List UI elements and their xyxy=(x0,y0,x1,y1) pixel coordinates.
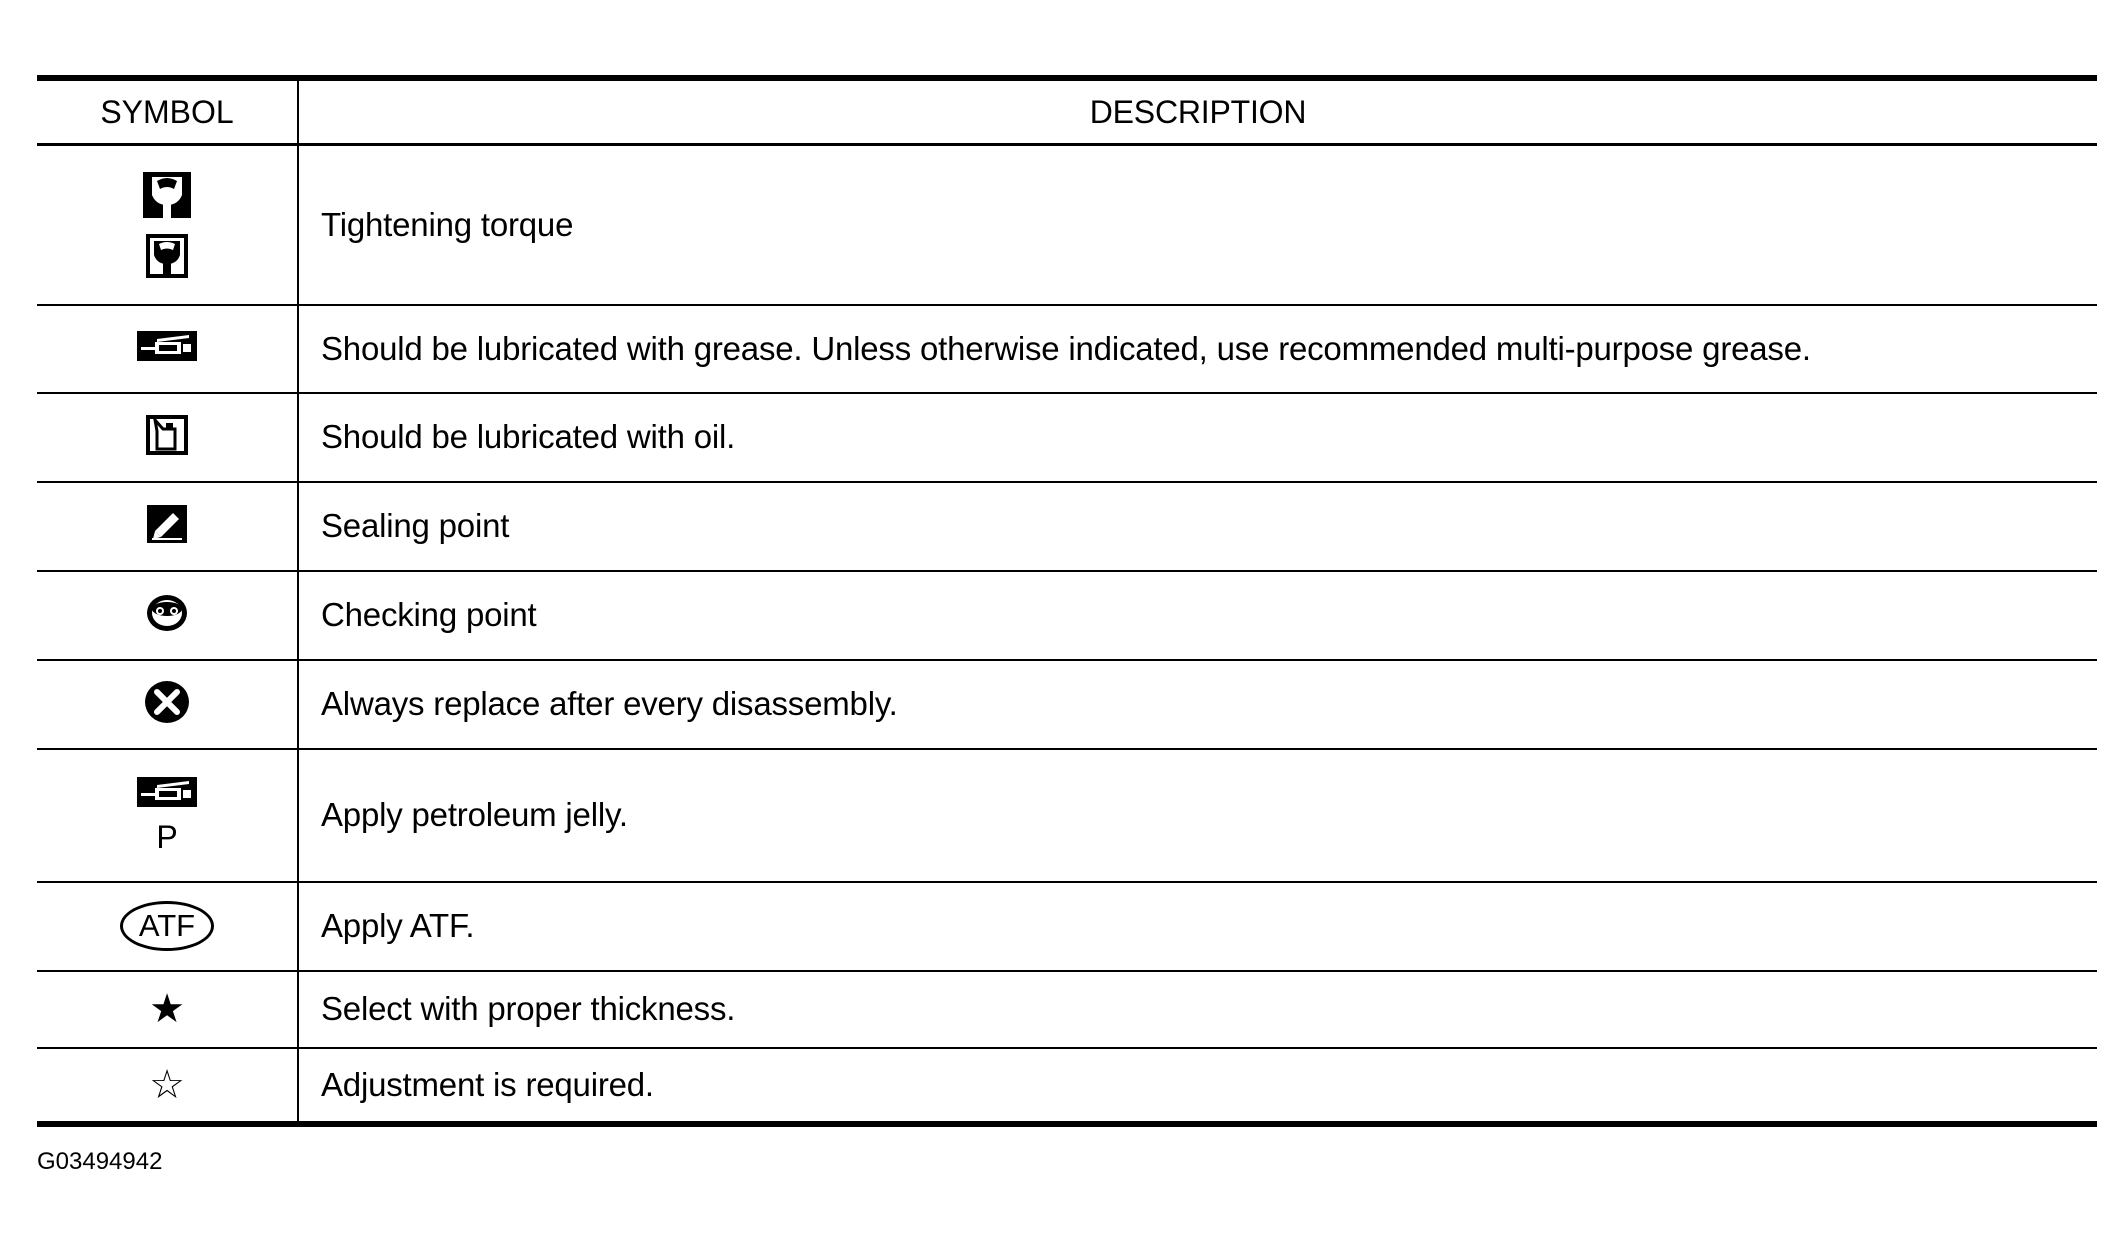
circle-x-icon xyxy=(144,680,190,724)
grease-gun-icon xyxy=(137,331,197,361)
symbol-cell xyxy=(37,971,298,1048)
symbol-cell xyxy=(37,660,298,749)
table-row xyxy=(37,971,2097,1048)
sealant-tube-icon xyxy=(147,505,187,543)
figure-id: G03494942 xyxy=(37,1148,163,1175)
description-cell: Sealing point xyxy=(298,482,2097,571)
torque-wrench-outline-icon xyxy=(142,171,192,219)
symbol-cell xyxy=(37,571,298,660)
symbol-cell xyxy=(37,482,298,571)
grease-gun-icon xyxy=(137,777,197,807)
header-description: DESCRIPTION xyxy=(298,78,2097,145)
torque-wrench-filled-icon xyxy=(145,233,189,279)
symbol-cell xyxy=(37,393,298,482)
checking-eyes-icon xyxy=(145,593,189,633)
filled-star-icon: ★ xyxy=(149,987,185,1031)
header-row xyxy=(37,78,2097,145)
table-row xyxy=(37,660,2097,749)
description-cell: Select with proper thickness. xyxy=(298,971,2097,1048)
table-row xyxy=(37,749,2097,882)
description-cell: Apply ATF. xyxy=(298,882,2097,971)
symbol-cell xyxy=(37,145,298,305)
outline-star-icon: ☆ xyxy=(149,1062,185,1107)
description-cell: Should be lubricated with oil. xyxy=(298,393,2097,482)
header-symbol: SYMBOL xyxy=(37,78,298,145)
symbol-legend-table xyxy=(37,75,2097,1127)
table-row xyxy=(37,305,2097,393)
table-row xyxy=(37,482,2097,571)
description-cell: Apply petroleum jelly. xyxy=(298,749,2097,882)
table-row xyxy=(37,1048,2097,1124)
symbol-cell xyxy=(37,305,298,393)
table-row xyxy=(37,571,2097,660)
table-row xyxy=(37,145,2097,305)
oil-can-icon xyxy=(146,415,188,455)
description-cell: Adjustment is required. xyxy=(321,1065,654,1103)
description-cell: Should be lubricated with grease. Unless otherwise indicated, use recommended multi-purpose grease. xyxy=(298,305,2097,393)
symbol-cell xyxy=(37,749,298,882)
petroleum-jelly-letter: P xyxy=(156,819,178,855)
atf-badge: ATF xyxy=(120,901,214,951)
symbol-cell xyxy=(37,882,298,971)
description-cell: Always replace after every disassembly. xyxy=(298,660,2097,749)
table-row xyxy=(37,882,2097,971)
description-cell: Tightening torque xyxy=(298,145,2097,305)
table-row xyxy=(37,393,2097,482)
symbol-cell xyxy=(37,1048,298,1124)
description-cell: Checking point xyxy=(298,571,2097,660)
